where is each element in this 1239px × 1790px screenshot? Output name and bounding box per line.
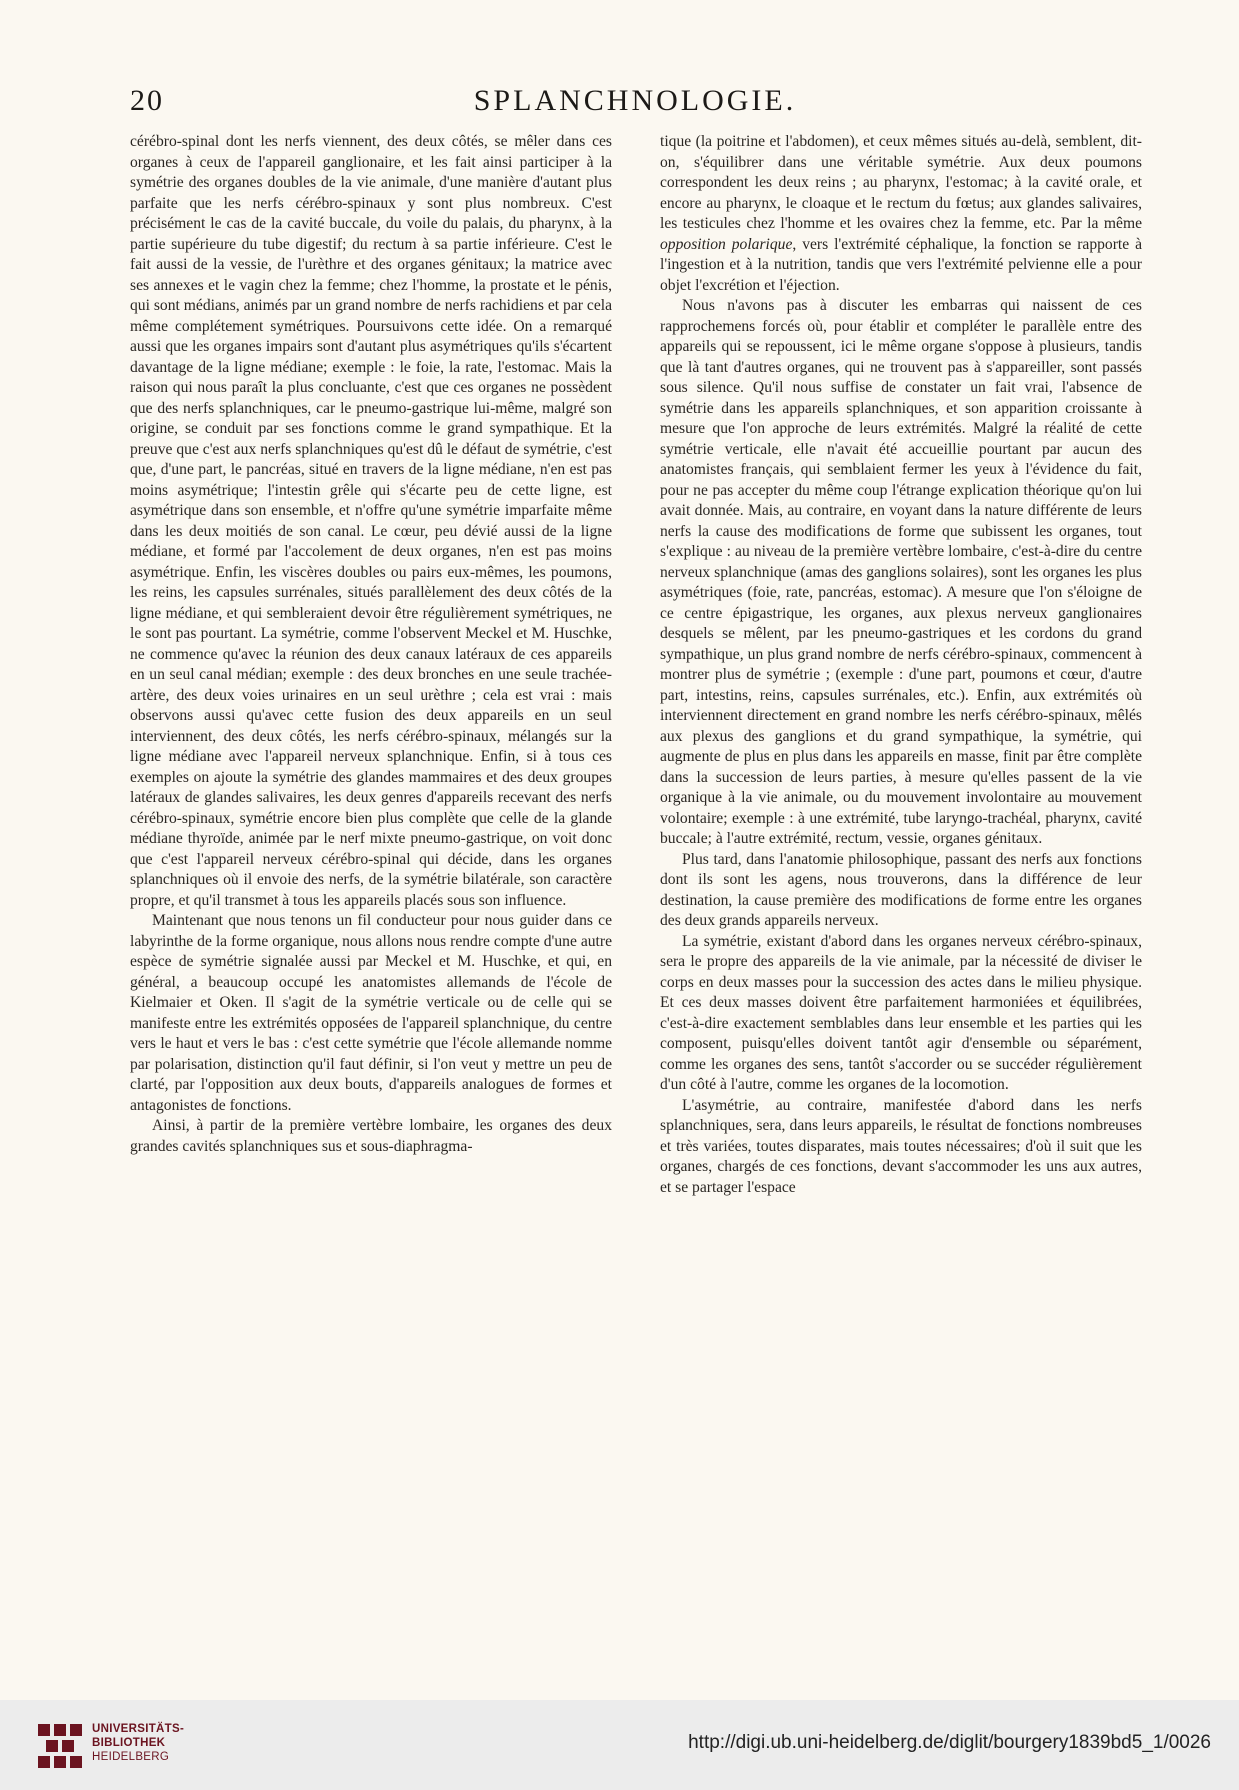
paragraph: Maintenant que nous tenons un fil conducteur pour nous guider dans ce labyrinthe de la forme organique, nous allons nous rendre compte d'une autre espèce de symétrie signalée aussi par Meckel et M. Huschke, et qui, en général, a beaucoup occupé les anatomistes allemands de l'école de Kielmaier et Oken. Il s'agit de la symétrie verticale ou de celle qui se manifeste entre les extrémités opposées de l'appareil splanchnique, du centre vers le haut et vers le bas : c'est cette symétrie que l'école allemande nomme par polarisation, distinction qu'il faut définir, si l'on veut y mettre un peu de clarté, par l'opposition aux deux bouts, d'appareils analogues de formes et antagonistes de fonctions.: [130, 912, 612, 1114]
italic-term: opposition polarique: [660, 235, 793, 253]
paragraph: Ainsi, à partir de la première vertèbre lombaire, les organes des deux grandes cavités splanchniques sus et sous-diaphragma-: [130, 1117, 612, 1155]
page-header: [130, 84, 1140, 124]
paragraph: Plus tard, dans l'anatomie philosophique, passant des nerfs aux fonctions dont ils sont les agens, nous trouverons, dans la différence de leur destination, la cause première des modifications de forme entre les organes des deux grands appareils nerveux.: [660, 850, 1142, 929]
left-column: [130, 132, 612, 1157]
library-name-line: UNIVERSITÄTS-: [92, 1723, 185, 1735]
text-run: , vers l'extrémité céphalique, la fonction se rapporte à l'ingestion et à la nutrition, tandis que vers l'extrémité pelvienne elle a pour objet l'excrétion et l'éjection.: [660, 235, 1142, 294]
university-library-logo-icon: [36, 1722, 84, 1770]
paragraph: L'asymétrie, au contraire, manifestée d'abord dans les nerfs splanchniques, sera, dans leurs appareils, le résultat de fonctions nombreuses et très variées, toutes disparates, mais toutes nécessaires; d'où il suit que les organes, chargés de ces fonctions, devant s'accommoder les uns aux autres, et se partager l'espace: [660, 1096, 1142, 1196]
library-name-line: HEIDELBERG: [92, 1751, 170, 1763]
library-name: [92, 1722, 184, 1764]
page-number: 20: [130, 84, 164, 117]
right-column: [660, 132, 1142, 1198]
paragraph: cérébro-spinal dont les nerfs viennent, des deux côtés, se mêler dans ces organes à ceux de l'appareil ganglionaire, et les fait ainsi participer à la symétrie des organes doubles de la vie animale, d'une manière d'autant plus parfaite que les nerfs cérébro-spinaux y sont plus nombreux. C'est précisément le cas de la cavité buccale, du voile du palais, du pharynx, à la partie supérieure du tube digestif; du rectum à sa partie inférieure. C'est le fait aussi de la vessie, de l'urèthre et des organes génitaux; la matrice avec ses annexes et le vagin chez la femme; chez l'homme, la prostate et le pénis, qui sont médians, animés par un grand nombre de nerfs rachidiens et par cela même complétement symétriques. Poursuivons cette idée. On a remarqué aussi que les organes impairs sont d'autant plus asymétriques qu'ils s'écartent davantage de la ligne médiane; exemple : le foie, la rate, l'estomac. Mais la raison qui nous paraît la plus concluante, c'est que ces organes ne possèdent que des nerfs splanchniques, car le pneumo-gastrique lui-même, malgré son origine, se conduit par ses fonctions comme le grand sympathique. Et la preuve que c'est aux nerfs splanchniques qu'est dû le défaut de symétrie, c'est que, d'une part, le pancréas, situé en travers de la ligne médiane, n'en est pas moins asymétrique; l'intestin grêle qui s'écarte peu de cette ligne, est asymétrique dans son ensemble, et n'offre qu'une symétrie imparfaite même dans les deux moitiés de son canal. Le cœur, peu dévié aussi de la ligne médiane, et formé par l'accolement de deux organes, n'en est pas moins asymétrique. Enfin, les viscères doubles ou pairs eux-mêmes, les poumons, les reins, les capsules surrénales, situés parallèlement des deux côtés de la ligne médiane, et qui sembleraient devoir être régulièrement symétriques, ne le sont pas pourtant. La symétrie, comme l'observent Meckel et M. Huschke, ne commence qu'avec la réunion des deux canaux latéraux de ces appareils en un seul canal médian; exemple : des deux bronches en une seule trachée-artère, des deux voies urinaires en un seul urèthre ; cela est vrai : mais observons aussi qu'avec cette fusion des deux appareils en un seul interviennent, des deux côtés, les nerfs cérébro-spinaux, mélangés sur la ligne médiane avec l'appareil nerveux splanchnique. Enfin, si à tous ces exemples on ajoute la symétrie des glandes mammaires et des deux groupes latéraux de glandes salivaires, les deux genres d'appareils recevant des nerfs cérébro-spinaux, symétrie encore bien plus complète que celle de la glande médiane thyroïde, animée par le nerf mixte pneumo-gastrique, on voit donc que c'est l'appareil nerveux cérébro-spinal qui décide, dans les organes splanchniques où il envoie des nerfs, de la symétrie bilatérale, son caractère propre, et qu'il transmet à tous les appareils placés sous son influence.: [130, 133, 612, 909]
text-run: tique (la poitrine et l'abdomen), et ceux mêmes situés au-delà, semblent, dit-on, s'équilibrer dans une véritable symétrie. Aux deux poumons correspondent les deux reins ; au pharynx, l'estomac; à la cavité orale, et encore au pharynx, le cloaque et le rectum du fœtus; aux glandes salivaires, les testicules chez l'homme et les ovaires chez la femme, etc. Par la même: [660, 133, 1142, 232]
library-name-line: BIBLIOTHEK: [92, 1737, 166, 1749]
paragraph: [660, 132, 1142, 296]
paragraph: Nous n'avons pas à discuter les embarras qui naissent de ces rapprochemens forcés où, pour établir et compléter le parallèle entre des appareils qui se repoussent, ici le même organe s'oppose à plusieurs, tandis que là tant d'autres organes, qui ne trouvent pas à s'appareiller, sont passés sous silence. Qu'il nous suffise de constater un fait vrai, l'absence de symétrie dans les appareils splanchniques, et son apparition croissante à mesure que l'on approche de leurs extrémités. Malgré la réalité de cette symétrie verticale, elle n'avait été accueillie pourtant par aucun des anatomistes français, qui semblaient fermer les yeux à l'évidence du fait, pour ne pas accepter du même coup l'étrange explication théorique qu'on lui avait donnée. Mais, au contraire, en voyant dans la nature différente de leurs nerfs la cause des modifications de forme que subissent les organes, tout s'explique : au niveau de la première vertèbre lombaire, c'est-à-dire du centre nerveux splanchnique (amas des ganglions solaires), sont les organes les plus asymétriques (foie, rate, pancréas, estomac). A mesure que l'on s'éloigne de ce centre épigastrique, les organes, aux plexus nerveux ganglionaires desquels se mêlent, par les pneumo-gastriques et les cordons du grand sympathique, un plus grand nombre de nerfs cérébro-spinaux, commencent à montrer plus de symétrie ; (exemple : d'une part, poumons et cœur, d'autre part, intestins, reins, capsules surrénales, etc.). Enfin, aux extrémités où interviennent directement en grand nombre les nerfs cérébro-spinaux, mêlés aux plexus des ganglions et du grand sympathique, la symétrie, qui augmente de plus en plus dans les appareils en masse, finit par être complète dans la succession de leurs parties, à mesure qu'elles passent de la vie organique à la vie animale, ou du mouvement involontaire au mouvement volontaire; exemple : à une extrémité, tube laryngo-trachéal, pharynx, cavité buccale; à l'autre extrémité, rectum, vessie, organes génitaux.: [660, 297, 1142, 847]
running-title: SPLANCHNOLOGIE.: [473, 84, 797, 117]
source-url-link[interactable]: http://digi.ub.uni-heidelberg.de/diglit/bourgery1839bd5_1/0026: [688, 1732, 1211, 1753]
footer-bar: [0, 1700, 1239, 1790]
paragraph: La symétrie, existant d'abord dans les organes nerveux cérébro-spinaux, sera le propre des appareils de la vie animale, par la nécessité de diviser le corps en deux masses pour la succession des actes dans le milieu physique. Et ces deux masses doivent être parfaitement harmoniées et équilibrées, c'est-à-dire exactement semblables dans leur ensemble et les parties qui les composent, puisqu'elles doivent tantôt agir d'ensemble ou séparément, comme les organes des sens, tantôt s'accorder ou se succéder régulièrement d'un côté à l'autre, comme les organes de la locomotion.: [660, 932, 1142, 1093]
